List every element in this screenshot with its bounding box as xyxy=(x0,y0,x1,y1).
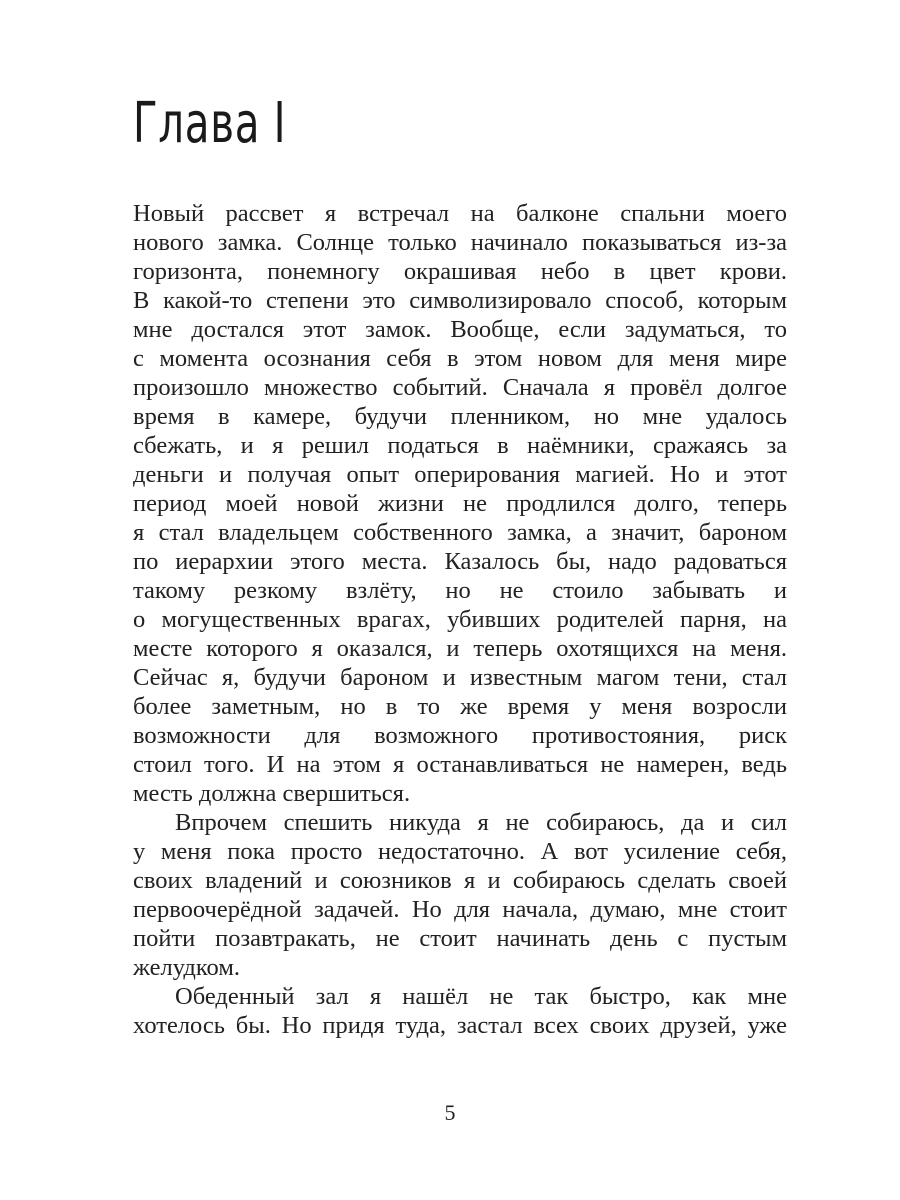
text-line: желудком. xyxy=(133,954,240,981)
text-line: нового замка. Солнце только начинало показываться из-за xyxy=(133,229,787,256)
text-line: по иерархии этого места. Казалось бы, надо радоваться xyxy=(133,548,787,575)
text-line: мне достался этот замок. Вообще, если задуматься, то xyxy=(133,316,787,343)
text-line: Обеденный зал я нашёл не так быстро, как мне xyxy=(175,983,787,1010)
text-line: пойти позавтракать, не стоит начинать день с пустым xyxy=(133,925,787,952)
text-line: такому резкому взлёту, но не стоило забывать и xyxy=(133,577,787,604)
text-line: месть должна свершиться. xyxy=(133,780,411,807)
chapter-title: Глава I xyxy=(133,91,287,156)
text-line: произошло множество событий. Сначала я провёл долгое xyxy=(133,374,787,401)
text-line: хотелось бы. Но придя туда, застал всех своих друзей, уже xyxy=(133,1012,787,1039)
text-line: период моей новой жизни не продлился долго, теперь xyxy=(133,490,787,517)
text-line: первоочерёдной задачей. Но для начала, думаю, мне стоит xyxy=(133,896,787,923)
text-line: с момента осознания себя в этом новом для меня мире xyxy=(133,345,787,372)
text-line: я стал владельцем собственного замка, а значит, бароном xyxy=(133,519,787,546)
text-line: месте которого я оказался, и теперь охотящихся на меня. xyxy=(133,635,787,662)
text-line: сбежать, и я решил податься в наёмники, сражаясь за xyxy=(133,432,787,459)
paragraph xyxy=(133,982,787,1040)
text-line: Новый рассвет я встречал на балконе спальни моего xyxy=(133,200,787,227)
text-line: о могущественных врагах, убивших родителей парня, на xyxy=(133,606,787,633)
paragraph xyxy=(133,199,787,808)
body-text xyxy=(133,199,787,1040)
text-line: стоил того. И на этом я останавливаться не намерен, ведь xyxy=(133,751,787,778)
text-line: своих владений и союзников я и собираюсь сделать своей xyxy=(133,867,787,894)
text-line: Сейчас я, будучи бароном и известным магом тени, стал xyxy=(133,664,787,691)
text-line: время в камере, будучи пленником, но мне удалось xyxy=(133,403,787,430)
paragraph xyxy=(133,808,787,982)
text-line: более заметным, но в то же время у меня возросли xyxy=(133,693,787,720)
text-line: деньги и получая опыт оперирования магией. Но и этот xyxy=(133,461,787,488)
text-line: Впрочем спешить никуда я не собираюсь, да и сил xyxy=(175,809,787,836)
text-line: у меня пока просто недостаточно. А вот усиление себя, xyxy=(133,838,787,865)
page-number: 5 xyxy=(444,1100,456,1125)
text-line: горизонта, понемногу окрашивая небо в цвет крови. xyxy=(133,258,787,285)
text-line: В какой-то степени это символизировало способ, которым xyxy=(133,287,787,314)
text-line: возможности для возможного противостояния, риск xyxy=(133,722,787,749)
